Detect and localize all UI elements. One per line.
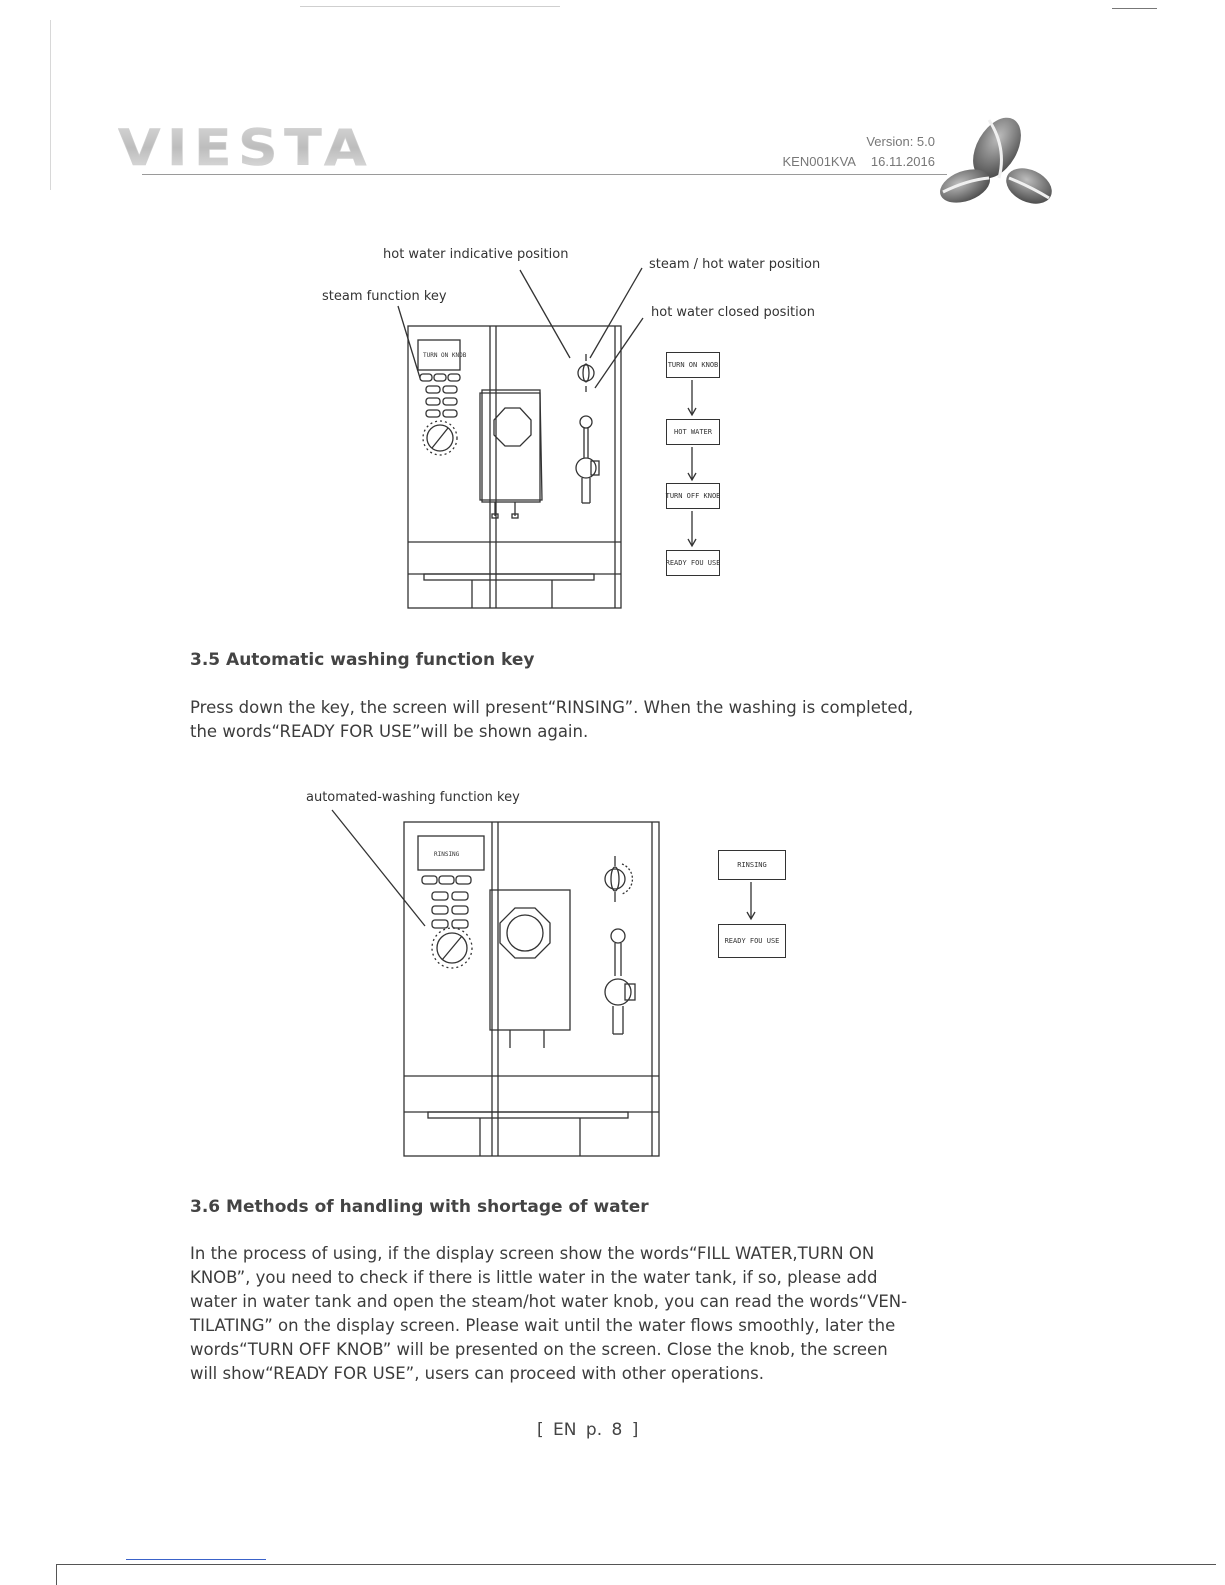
scan-artifact — [126, 1559, 266, 1560]
arrow-down-icon — [686, 378, 698, 418]
label-automated-washing-key: automated-washing function key — [306, 790, 520, 805]
flow-step-turn-off-knob: TURN OFF KNOB — [666, 483, 720, 509]
paragraph-line: water in water tank and open the steam/hot water knob, you can read the words“VEN- — [190, 1292, 908, 1311]
paragraph-line: words“TURN OFF KNOB” will be presented on the screen. Close the knob, the screen — [190, 1340, 888, 1359]
flow-step-ready-for-use: READY FOU USE — [666, 550, 720, 576]
paragraph-line: will show“READY FOR USE”, users can proceed with other operations. — [190, 1364, 764, 1383]
arrow-down-icon — [686, 445, 698, 483]
scan-artifact — [1112, 8, 1157, 9]
section-3-6-heading: 3.6 Methods of handling with shortage of water — [190, 1197, 649, 1217]
scan-artifact — [300, 6, 560, 7]
arrow-down-icon — [745, 880, 757, 922]
machine-screen-text: TURN ON KNOB — [423, 352, 467, 359]
footer-rule — [56, 1564, 1216, 1565]
flow-step-rinsing: RINSING — [718, 850, 786, 880]
label-hot-water-closed: hot water closed position — [651, 305, 815, 320]
paragraph-line: the words“READY FOR USE”will be shown again. — [190, 722, 589, 741]
version-info — [783, 132, 936, 172]
label-steam-function-key: steam function key — [322, 289, 447, 304]
page-number: [ EN p. 8 ] — [537, 1420, 639, 1440]
section-3-5-heading: 3.5 Automatic washing function key — [190, 650, 535, 670]
svg-text:VIESTA: VIESTA — [118, 127, 373, 169]
label-steam-hot-water-position: steam / hot water position — [649, 257, 821, 272]
label-hot-water-indicative: hot water indicative position — [383, 247, 569, 262]
coffee-machine-diagram-rinsing — [330, 806, 670, 1162]
model-code: KEN001KVA — [782, 154, 856, 169]
arrow-down-icon — [686, 509, 698, 549]
paragraph-line: In the process of using, if the display screen show the words“FILL WATER,TURN ON — [190, 1244, 875, 1263]
version-label: Version: 5.0 — [866, 134, 935, 149]
footer-rule — [56, 1564, 57, 1585]
scan-artifact — [50, 20, 51, 190]
flow-step-ready-for-use: READY FOU USE — [718, 924, 786, 958]
flow-step-turn-on-knob: TURN ON KNOB — [666, 352, 720, 378]
paragraph-line: KNOB”, you need to check if there is little water in the water tank, if so, please add — [190, 1268, 878, 1287]
section-3-6-text — [190, 1242, 1010, 1386]
header-rule — [142, 174, 947, 175]
section-3-5-text — [190, 696, 1010, 744]
machine-screen-text: RINSING — [434, 851, 460, 858]
coffee-beans-icon — [937, 108, 1057, 220]
paragraph-line: TILATING” on the display screen. Please wait until the water flows smoothly, later the — [190, 1316, 896, 1335]
coffee-machine-diagram-steam — [390, 258, 690, 614]
viesta-logo — [118, 127, 378, 169]
flow-step-hot-water: HOT WATER — [666, 419, 720, 445]
paragraph-line: Press down the key, the screen will present“RINSING”. When the washing is completed, — [190, 698, 914, 717]
version-date: 16.11.2016 — [870, 154, 935, 169]
